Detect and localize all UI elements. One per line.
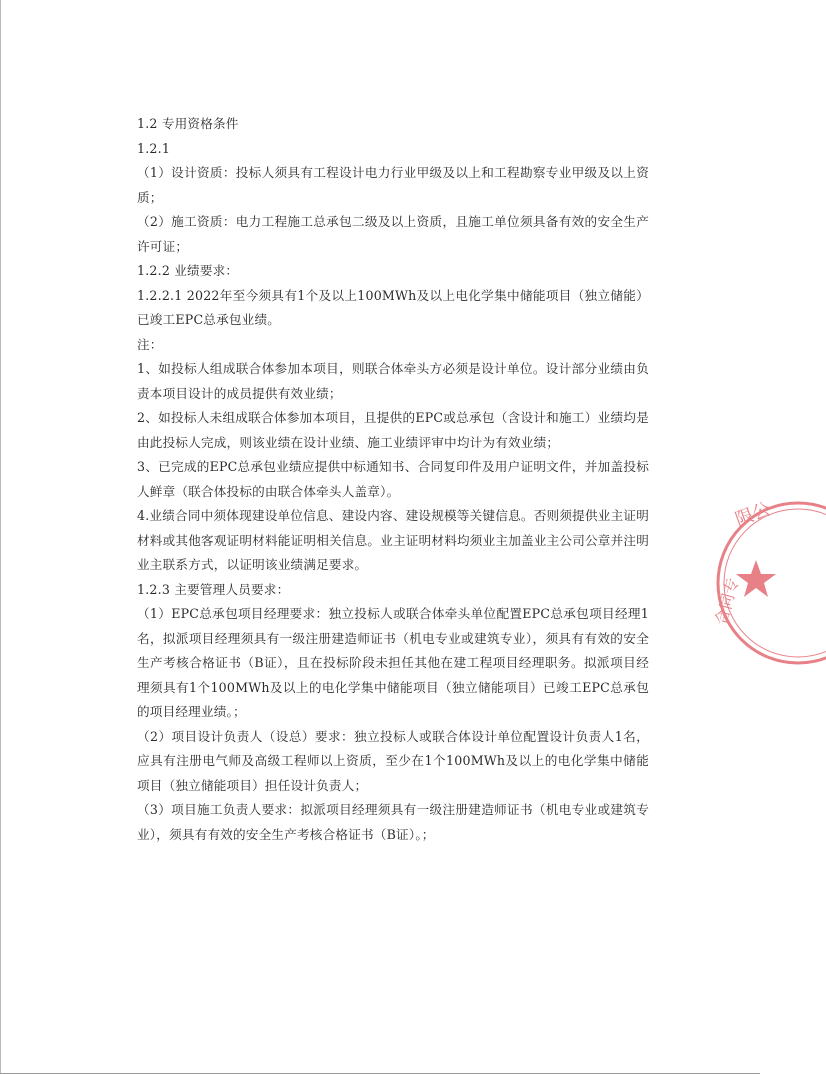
company-seal-stamp (711, 498, 826, 668)
paragraph-design-lead: （2）项目设计负责人（设总）要求：独立投标人或联合体设计单位配置设计负责人1名，应具有注册电气师及高级工程师以上资质，至少在1个100MWh及以上的电化学集中储能项目（独立储能项目）担任设计负责人； (137, 728, 649, 793)
paragraph-performance-1-2-2-1: 1.2.2.1 2022年至今须具有1个及以上100MWh及以上电化学集中储能项目（独立储能）已竣工EPC总承包业绩。 (137, 287, 649, 327)
section-heading-1-2: 1.2 专用资格条件 (137, 116, 239, 131)
paragraph-construction-lead: （3）项目施工负责人要求：拟派项目经理须具有一级注册建造师证书（机电专业或建筑专业），须具有有效的安全生产考核合格证书（B证）。； (137, 802, 649, 842)
page-border-left (0, 0, 1, 1074)
seal-text-bottom: 合同专 (711, 575, 743, 628)
paragraph-construction-qualification: （2）施工资质：电力工程施工总承包二级及以上资质，且施工单位须具备有效的安全生产许可证； (137, 214, 649, 254)
seal-star-icon (736, 560, 776, 597)
note-item-3: 3、已完成的EPC总承包业绩应提供中标通知书、合同复印件及用户证明文件，并加盖投标人鲜章（联合体投标的由联合体牵头人盖章）。 (137, 459, 649, 499)
seal-text-top: 限公 (732, 498, 774, 531)
note-item-4: 4.业绩合同中须体现建设单位信息、建设内容、建设规模等关键信息。否则须提供业主证明材料或其他客观证明材料能证明相关信息。业主证明材料均须业主加盖业主公司公章并注明业主联系方式，以证明该业绩满足要求。 (137, 508, 649, 572)
document-body (137, 112, 649, 847)
section-heading-1-2-1: 1.2.1 (137, 140, 171, 156)
section-heading-1-2-2: 1.2.2 业绩要求： (137, 263, 239, 278)
paragraph-epc-manager: （1）EPC总承包项目经理要求：独立投标人或联合体牵头单位配置EPC总承包项目经理1名，拟派项目经理须具有一级注册建造师证书（机电专业或建筑专业），须具有有效的安全生产考核合格证书（B证），且在投标阶段未担任其他在建工程项目经理职务。拟派项目经理须具有1个100MWh及以上的电化学集中储能项目（独立储能项目）已竣工EPC总承包的项目经理业绩。； (137, 606, 649, 719)
note-item-2: 2、如投标人未组成联合体参加本项目，且提供的EPC或总承包（含设计和施工）业绩均是由此投标人完成，则该业绩在设计业绩、施工业绩评审中均计为有效业绩； (137, 410, 649, 450)
section-heading-1-2-3: 1.2.3 主要管理人员要求： (137, 581, 290, 597)
note-heading: 注： (137, 336, 163, 352)
note-item-1: 1、如投标人组成联合体参加本项目，则联合体牵头方必须是设计单位。设计部分业绩由负责本项目设计的成员提供有效业绩； (137, 361, 649, 401)
paragraph-design-qualification: （1）设计资质：投标人须具有工程设计电力行业甲级及以上和工程勘察专业甲级及以上资质； (137, 165, 649, 205)
